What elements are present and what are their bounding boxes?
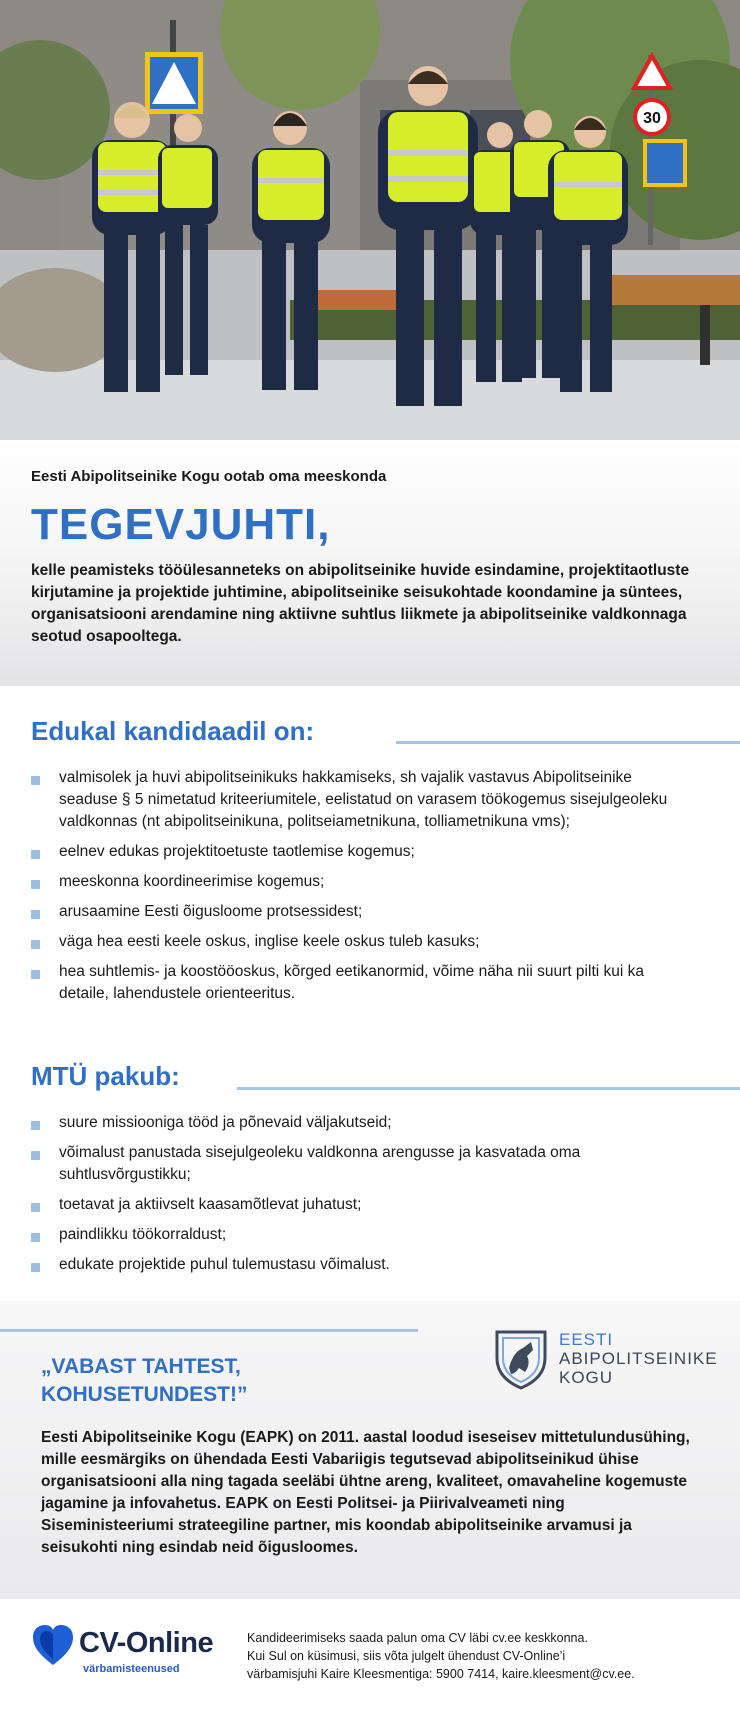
contact-line: värbamisjuhi Kaire Kleesmentiga: 5900 7414, kaire.kleesment@cv.ee.: [247, 1667, 635, 1681]
bullet-square-icon: [31, 1203, 40, 1212]
bullet-square-icon: [31, 940, 40, 949]
bullet-square-icon: [31, 1121, 40, 1130]
section-divider: [237, 1087, 740, 1090]
brand-subtitle: värbamisteenused: [83, 1663, 180, 1675]
footer: [0, 1599, 740, 1715]
job-title: TEGEVJUHTI,: [31, 500, 331, 549]
list-item-text: arusaamine Eesti õigusloome protsessidest;: [59, 903, 363, 920]
section-divider: [0, 1329, 418, 1332]
cv-online-logo: [31, 1623, 231, 1685]
brand-name: CV-Online: [79, 1627, 214, 1659]
list-item-text: edukate projektide puhul tulemustasu võimalust.: [59, 1256, 390, 1273]
heart-logo-icon: [31, 1623, 75, 1669]
contact-line: Kui Sul on küsimusi, siis võta julgelt ühendust CV-Online’i: [247, 1649, 566, 1663]
bullet-square-icon: [31, 1263, 40, 1272]
list-item-text: meeskonna koordineerimise kogemus;: [59, 873, 325, 890]
logo-text-line: EESTI: [559, 1330, 614, 1349]
list-item-text: paindlikku töökorraldust;: [59, 1226, 227, 1243]
slogan-line: KOHUSETUNDEST!”: [41, 1383, 248, 1406]
horse-shield-icon: [491, 1328, 551, 1390]
bullet-square-icon: [31, 970, 40, 979]
offer-section-title: MTÜ pakub:: [31, 1061, 180, 1091]
logo-text-line: ABIPOLITSEINIKE: [559, 1349, 718, 1368]
police-team-illustration: [0, 0, 740, 440]
bullet-square-icon: [31, 850, 40, 859]
eapk-logo: [491, 1328, 718, 1392]
hero-photo: [0, 0, 740, 440]
list-item: [31, 1254, 691, 1276]
list-item: [31, 1194, 691, 1216]
about-section: [0, 1301, 740, 1599]
candidate-section-title: Edukal kandidaadil on:: [31, 716, 315, 746]
list-item-text: suure missiooniga tööd ja põnevaid väljakutseid;: [59, 1114, 392, 1131]
list-item-text: väga hea eesti keele oskus, inglise keele oskus tuleb kasuks;: [59, 933, 480, 950]
contact-line: Kandideerimiseks saada palun oma CV läbi cv.ee keskkonna.: [247, 1631, 588, 1645]
candidate-requirements-list: [31, 767, 691, 1013]
offer-list: [31, 1112, 691, 1284]
contact-info: [247, 1629, 727, 1683]
list-item: [31, 901, 691, 923]
list-item: [31, 767, 691, 833]
list-item: [31, 871, 691, 893]
list-item-text: hea suhtlemis- ja koostööoskus, kõrged eetikanormid, võime näha nii suurt pilti kui ka detaile, lahendustele orienteeritus.: [59, 963, 644, 1002]
list-item: [31, 841, 691, 863]
logo-text-line: KOGU: [559, 1368, 614, 1387]
list-item-text: eelnev edukas projektitoetuste taotlemise kogemus;: [59, 843, 415, 860]
bullet-square-icon: [31, 910, 40, 919]
bullet-square-icon: [31, 1233, 40, 1242]
intro-description: kelle peamisteks tööülesanneteks on abipolitseinike huvide esindamine, projektitaotluste kirjutamine ja projektide juhtimine, abipolitseinike seisukohtade koondamine ja süntees, organisatsiooni arendamine ning aktiivne suhtlus liikmete ja abipolitseinike valdkonnaga seotud osapooltega.: [31, 562, 690, 645]
list-item: [31, 1142, 691, 1186]
bullet-square-icon: [31, 776, 40, 785]
intro-lead: Eesti Abipolitseinike Kogu ootab oma meeskonda: [31, 468, 387, 485]
slogan-line: „VABAST TAHTEST,: [41, 1355, 241, 1378]
list-item: [31, 1224, 691, 1246]
list-item: [31, 961, 691, 1005]
bullet-square-icon: [31, 1151, 40, 1160]
logo-text: [559, 1330, 718, 1387]
list-item-text: võimalust panustada sisejulgeoleku valdkonna arengusse ja kasvatada oma suhtlusvõrgustikku;: [59, 1144, 581, 1183]
slogan: [41, 1353, 248, 1409]
intro-section: [0, 440, 740, 686]
speed-limit-sign: 30: [643, 110, 661, 127]
section-divider: [396, 741, 740, 744]
list-item-text: valmisolek ja huvi abipolitseinikuks hakkamiseks, sh vajalik vastavus Abipolitseinike seaduse § 5 nimetatud kriteeriumitele, eelistatud on varasem töökogemus sisejulgeoleku valdkonnas (nt abipolitseinikuna, politseiametnikuna, tolliametnikuna vms);: [59, 769, 668, 830]
list-item-text: toetavat ja aktiivselt kaasamõtlevat juhatust;: [59, 1196, 362, 1213]
list-item: [31, 1112, 691, 1134]
bullet-square-icon: [31, 880, 40, 889]
about-description: Eesti Abipolitseinike Kogu (EAPK) on 2011. aastal loodud iseseisev mittetulundusühing, mille eesmärgiks on ühendada Eesti Vabariigis tegutsevad abipolitseinikud ühise organisatsiooni alla ning tagada seeläbi ühtne areng, kvaliteet, omavaheline kogemuste jagamine ja infovahetus. EAPK on Eesti Politsei- ja Piirivalveameti ning Siseministeeriumi strateegiline partner, mis koondab abipolitseinike arvamusi ja seisukohti ning esindab neid õigusloomes.: [41, 1429, 690, 1556]
list-item: [31, 931, 691, 953]
